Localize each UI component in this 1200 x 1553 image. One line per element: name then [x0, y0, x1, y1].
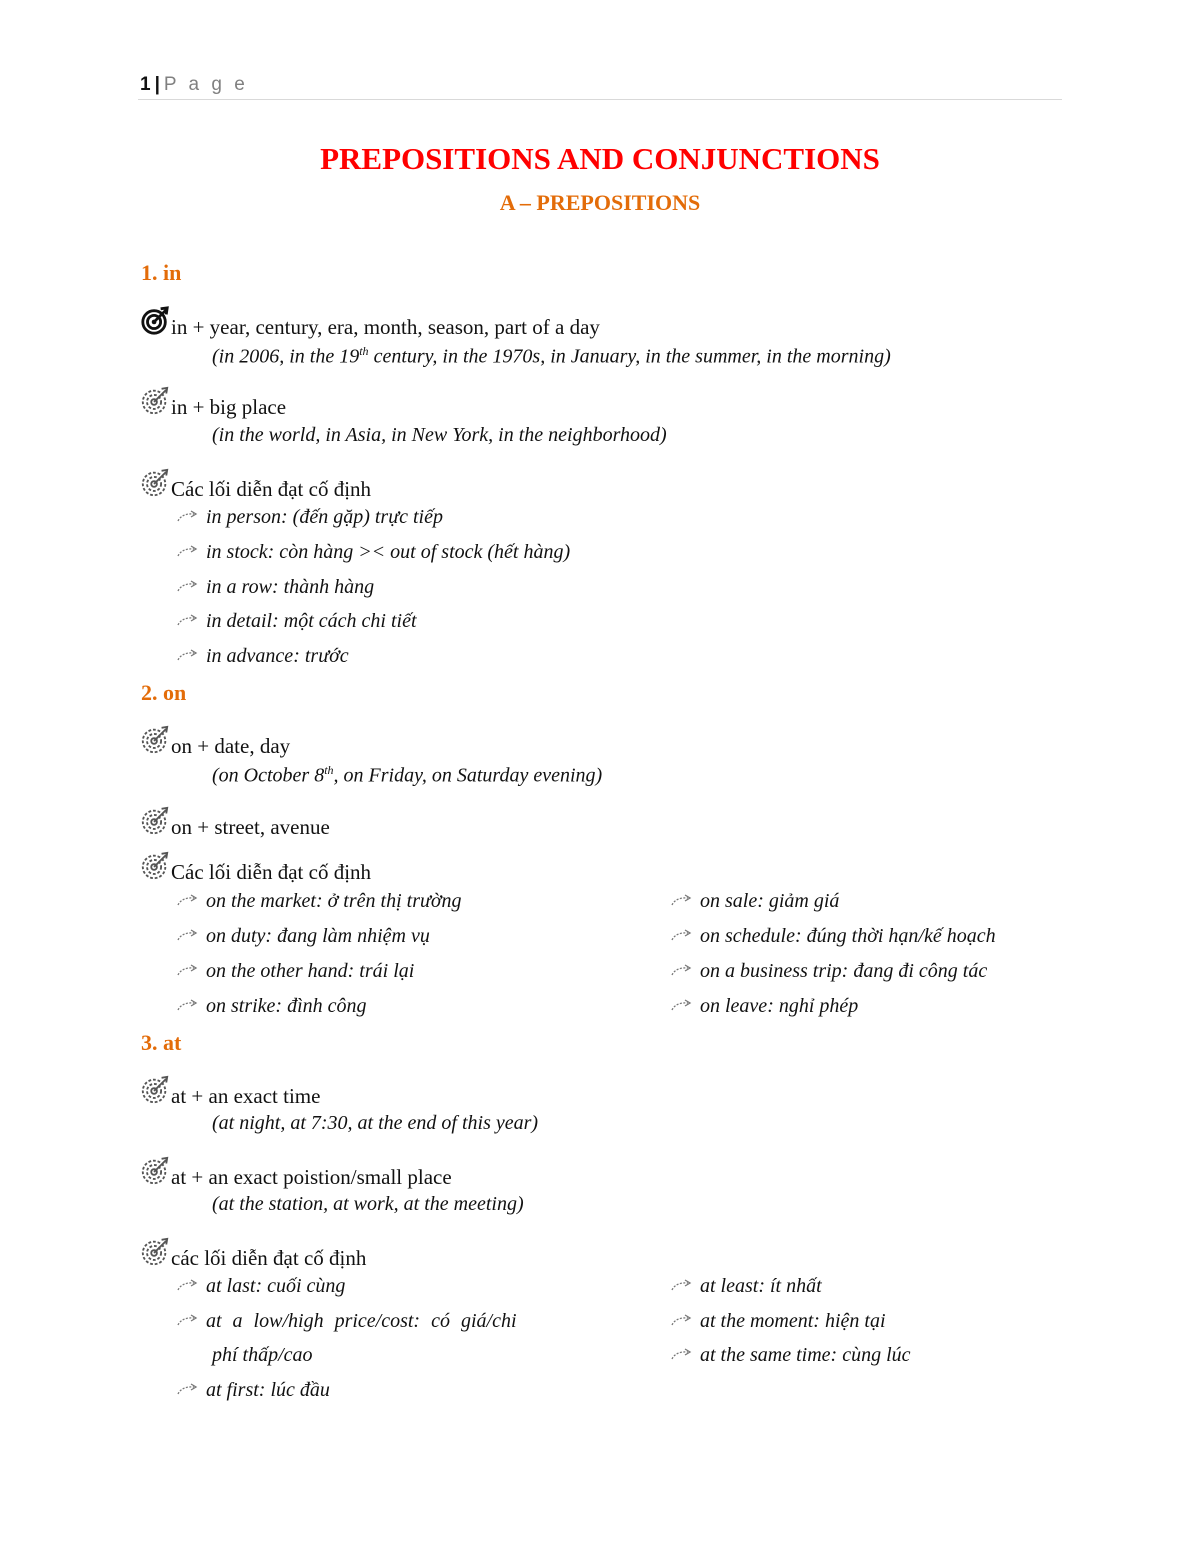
- item-text: in advance: trước: [206, 645, 349, 667]
- item-text: in person: (đến gặp) trực tiếp: [206, 506, 443, 528]
- item-text: at the moment: hiện tại: [700, 1310, 886, 1332]
- rule-text: at + an exact time: [171, 1084, 321, 1108]
- rule-in-place: [140, 386, 286, 422]
- curved-arrow-icon: [176, 544, 206, 558]
- curved-arrow-icon: [176, 893, 206, 907]
- curved-arrow-icon: [176, 648, 206, 662]
- list-item: [176, 576, 374, 599]
- list-item: [670, 995, 858, 1018]
- list-item: [670, 960, 987, 983]
- curved-arrow-icon: [176, 928, 206, 942]
- rule-on-fixed: [140, 851, 371, 887]
- curved-arrow-icon: [176, 509, 206, 523]
- item-text: on duty: đang làm nhiệm vụ: [206, 925, 430, 947]
- list-item: [670, 890, 839, 913]
- item-text: on the market: ở trên thị trường: [206, 890, 462, 912]
- item-text: at the same time: cùng lúc: [700, 1344, 911, 1366]
- rule-text: at + an exact poistion/small place: [171, 1165, 452, 1189]
- target-icon: [140, 468, 170, 504]
- target-icon: [140, 851, 170, 887]
- item-text: on strike: đình công: [206, 995, 367, 1017]
- page-number: 1: [140, 74, 151, 95]
- curved-arrow-icon: [176, 1278, 206, 1292]
- section-heading-on: 2. on: [141, 680, 187, 705]
- superscript: th: [324, 763, 334, 777]
- example-at-place: (at the station, at work, at the meeting): [212, 1193, 524, 1215]
- rule-text: on + street, avenue: [171, 815, 330, 839]
- section-heading-in: 1. in: [141, 260, 182, 285]
- item-text: in stock: còn hàng >< out of stock (hết hàng): [206, 541, 571, 563]
- target-icon: [140, 1156, 170, 1192]
- rule-at-place: [140, 1156, 452, 1192]
- page-label: P a g e: [163, 74, 249, 95]
- item-text: on sale: giảm giá: [700, 890, 840, 912]
- target-icon: [140, 1075, 170, 1111]
- rule-text: Các lối diễn đạt cố định: [171, 477, 372, 501]
- rule-on-street: [140, 806, 330, 842]
- list-item: [176, 890, 462, 913]
- rule-text: on + date, day: [171, 734, 291, 758]
- list-item: [176, 1310, 517, 1333]
- header-separator: |: [154, 74, 160, 95]
- target-icon: [140, 1237, 170, 1273]
- rule-on-date: [140, 725, 290, 761]
- item-text: on leave: nghỉ phép: [700, 995, 859, 1017]
- item-text: at last: cuối cùng: [206, 1275, 346, 1297]
- example-text: (in 2006, in the 19: [212, 345, 360, 368]
- example-text: century, in the 1970s, in January, in the summer, in the morning): [368, 345, 891, 368]
- list-item: [670, 1275, 822, 1298]
- curved-arrow-icon: [670, 963, 700, 977]
- list-item: [670, 1344, 911, 1367]
- curved-arrow-icon: [670, 1313, 700, 1327]
- curved-arrow-icon: [670, 998, 700, 1012]
- list-item: [670, 925, 996, 948]
- curved-arrow-icon: [670, 1278, 700, 1292]
- item-text: on schedule: đúng thời hạn/kế hoạch: [700, 925, 996, 947]
- item-text: at a low/high price/cost: có giá/chi: [206, 1310, 517, 1332]
- rule-text: in + big place: [171, 395, 287, 419]
- list-item: [176, 1275, 345, 1298]
- list-item: [176, 506, 443, 529]
- curved-arrow-icon: [176, 613, 206, 627]
- example-text: , on Friday, on Saturday evening): [333, 764, 603, 787]
- rule-text: các lối diễn đạt cố định: [171, 1246, 367, 1270]
- list-item: [176, 995, 367, 1018]
- target-icon: [140, 306, 170, 342]
- example-at-time: (at night, at 7:30, at the end of this year): [212, 1112, 539, 1134]
- rule-at-fixed: [140, 1237, 366, 1273]
- list-item-continuation: phí thấp/cao: [212, 1344, 313, 1366]
- curved-arrow-icon: [176, 1382, 206, 1396]
- item-text: on a business trip: đang đi công tác: [700, 960, 988, 982]
- curved-arrow-icon: [670, 893, 700, 907]
- list-item: [176, 925, 430, 948]
- superscript: th: [359, 344, 369, 358]
- document-subtitle: A – PREPOSITIONS: [499, 190, 701, 215]
- rule-text: Các lối diễn đạt cố định: [171, 860, 372, 884]
- curved-arrow-icon: [670, 928, 700, 942]
- list-item: [176, 645, 349, 668]
- list-item: [176, 610, 417, 633]
- curved-arrow-icon: [176, 579, 206, 593]
- curved-arrow-icon: [176, 998, 206, 1012]
- example-on-date: [212, 763, 602, 788]
- target-icon: [140, 725, 170, 761]
- page-header: [140, 74, 248, 96]
- rule-text: in + year, century, era, month, season, part of a day: [171, 315, 600, 339]
- curved-arrow-icon: [176, 1313, 206, 1327]
- item-text: in detail: một cách chi tiết: [206, 610, 417, 632]
- section-heading-at: 3. at: [141, 1030, 182, 1055]
- item-text: on the other hand: trái lại: [206, 960, 415, 982]
- curved-arrow-icon: [176, 963, 206, 977]
- rule-in-fixed: [140, 468, 371, 504]
- list-item: [176, 960, 414, 983]
- target-icon: [140, 806, 170, 842]
- list-item: [670, 1310, 886, 1333]
- list-item: [176, 1379, 330, 1402]
- curved-arrow-icon: [670, 1347, 700, 1361]
- example-in-place: (in the world, in Asia, in New York, in the neighborhood): [212, 424, 667, 446]
- example-text: (on October 8: [212, 764, 325, 787]
- list-item: [176, 541, 570, 564]
- header-divider: [138, 99, 1062, 100]
- target-icon: [140, 386, 170, 422]
- example-in-time: [212, 344, 891, 369]
- item-text: at least: ít nhất: [700, 1275, 822, 1297]
- item-text: in a row: thành hàng: [206, 576, 375, 598]
- item-text: at first: lúc đầu: [206, 1379, 330, 1401]
- rule-in-time: [140, 306, 600, 342]
- document-title: PREPOSITIONS AND CONJUNCTIONS: [320, 141, 880, 176]
- rule-at-time: [140, 1075, 320, 1111]
